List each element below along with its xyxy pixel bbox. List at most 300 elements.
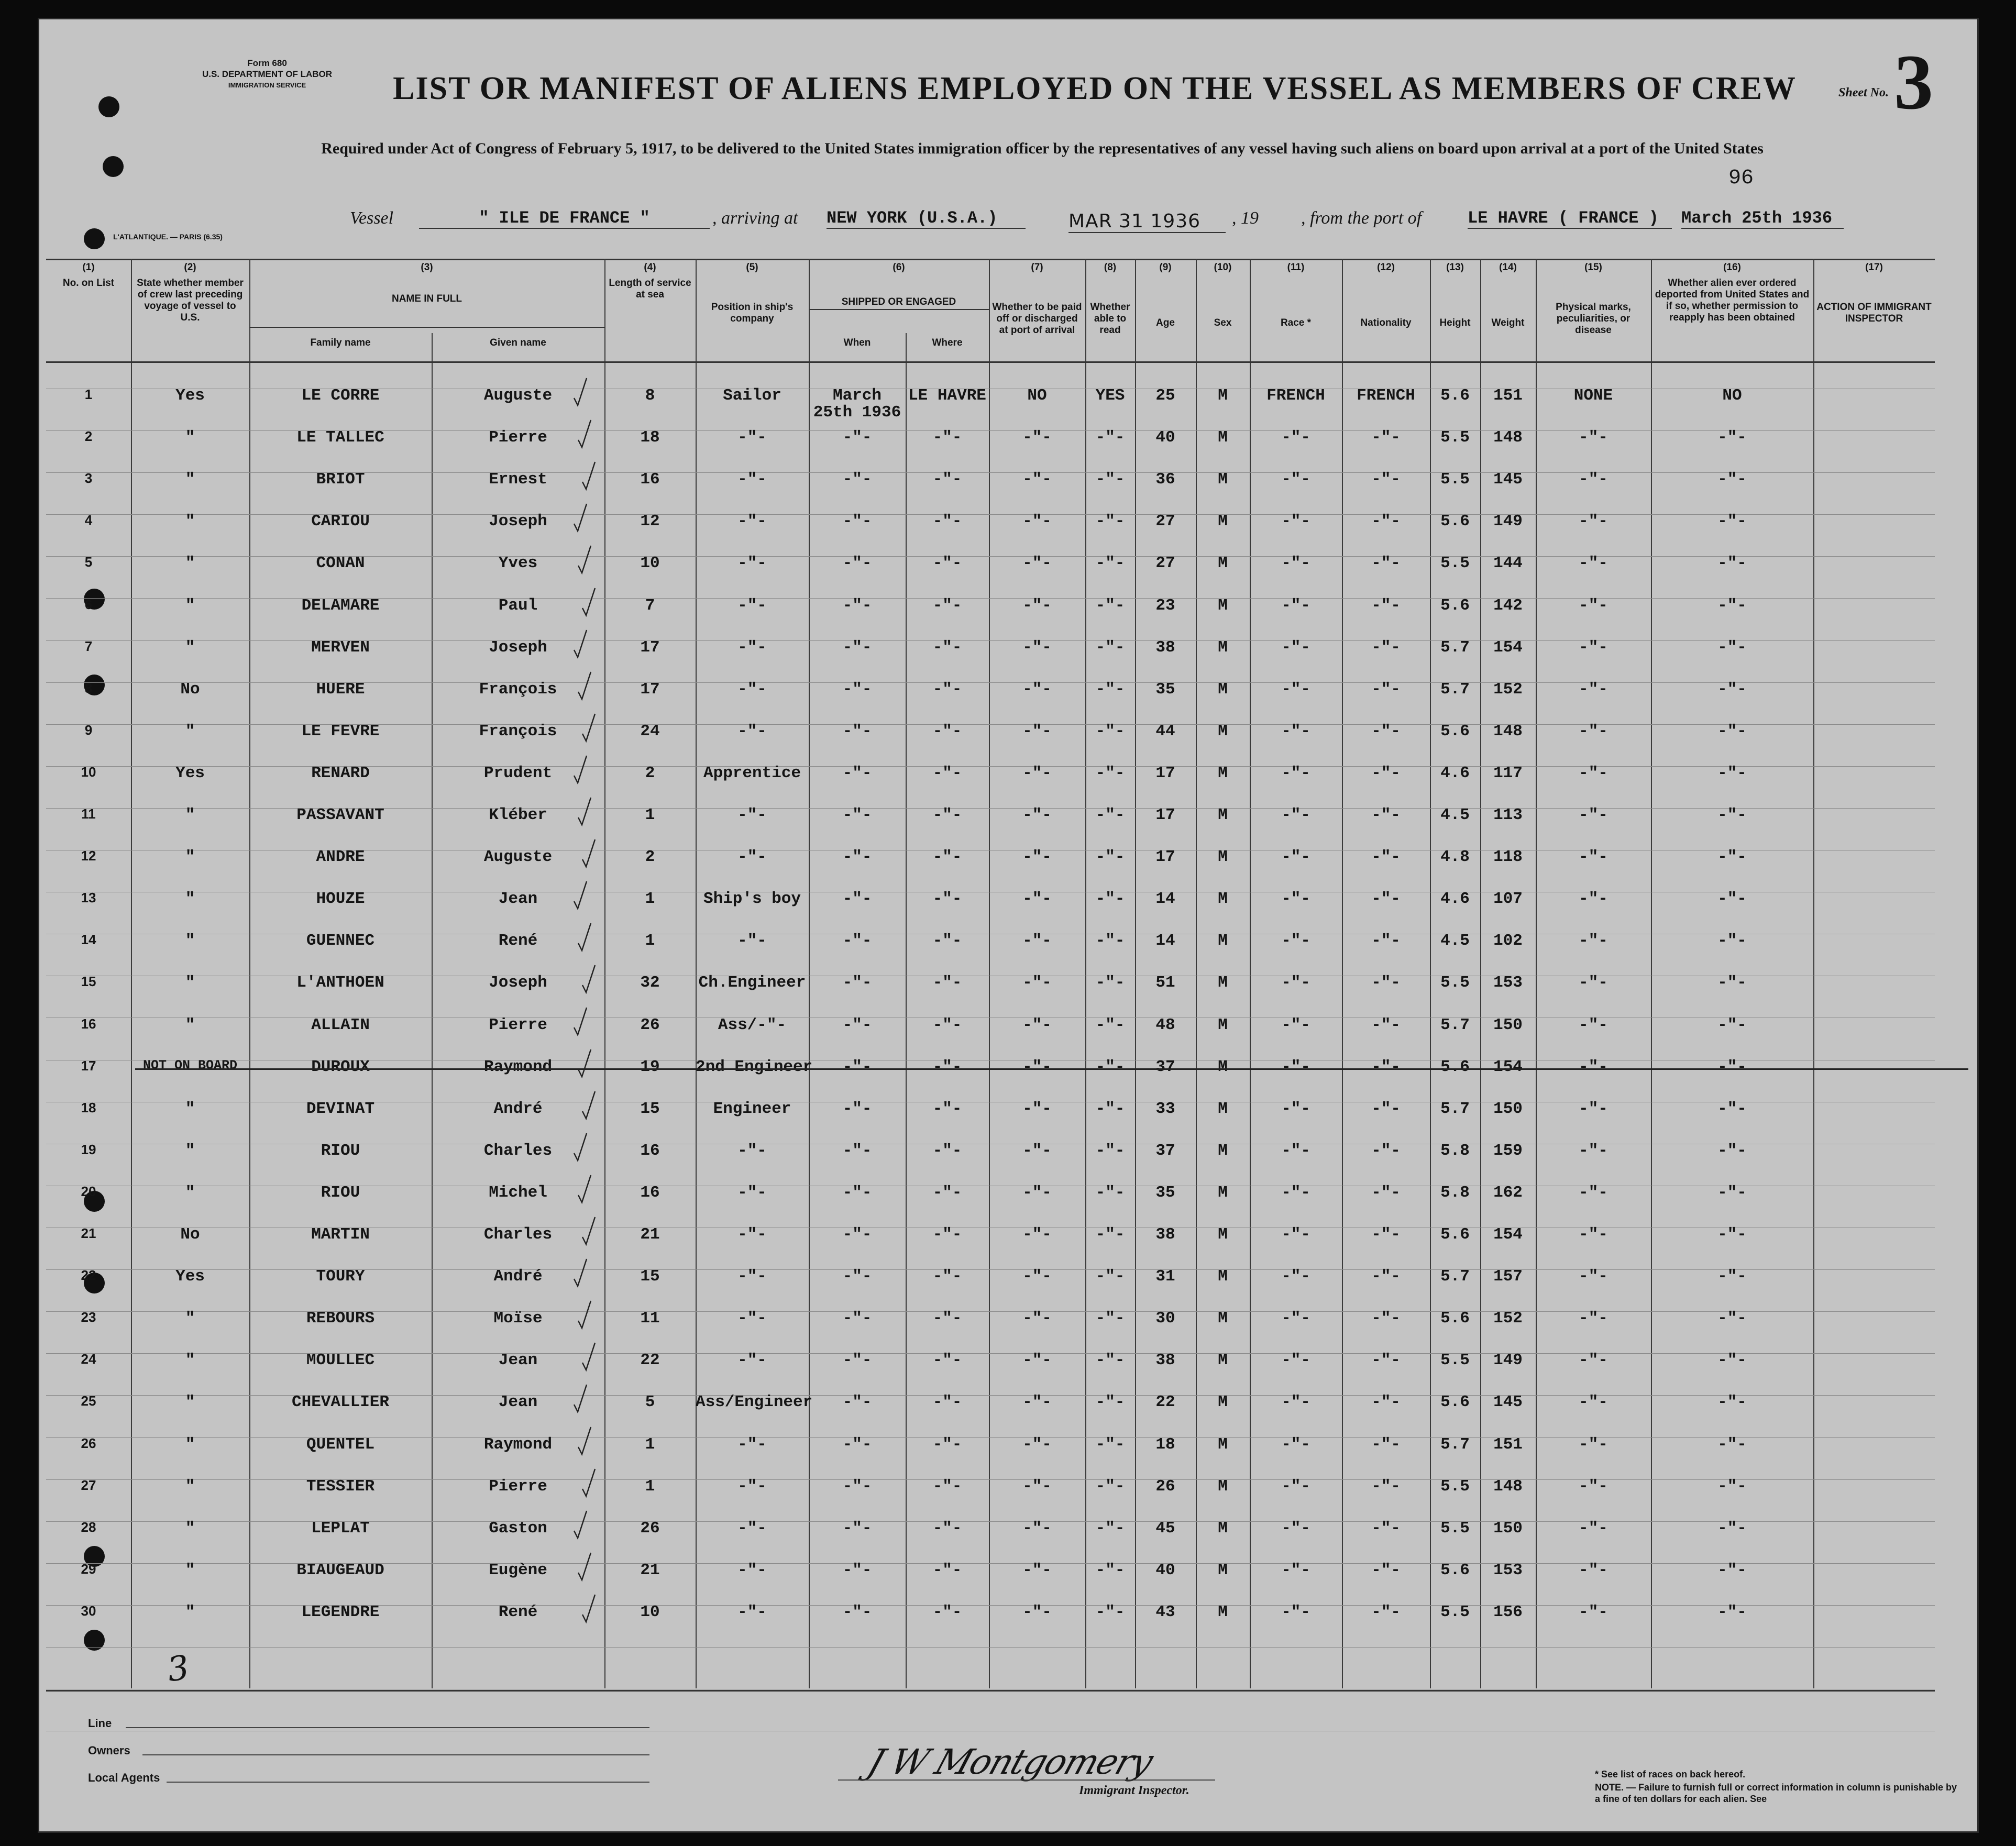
header-c1-num: (1) [82,262,95,273]
given-name-cell: François [479,722,557,740]
family-name-cell: DELAMARE [301,596,380,615]
service-length-cell: 1 [645,1435,655,1454]
deported-status-cell: -"- [1717,1603,1747,1621]
position-cell: -"- [737,512,767,530]
service-length-cell: 2 [645,848,655,866]
paid-off-cell: -"- [1022,470,1052,489]
row-number-cell: 22 [81,1267,96,1283]
paid-off-cell: -"- [1022,974,1052,992]
deported-status-cell: -"- [1717,1519,1747,1538]
race-cell: FRENCH [1266,386,1325,405]
deported-status-cell: -"- [1717,1184,1747,1202]
nationality-cell: -"- [1371,1184,1401,1202]
able-to-read-cell: -"- [1095,1603,1125,1621]
position-cell: -"- [737,428,767,447]
header-c15-num: (15) [1584,262,1602,273]
position-cell: -"- [737,638,767,657]
service-length-cell: 1 [645,890,655,908]
shipped-when-cell: -"- [842,680,872,699]
sex-cell: M [1218,1603,1228,1621]
paid-off-cell: -"- [1022,722,1052,740]
family-name-cell: LE TALLEC [296,428,384,447]
paid-off-cell: -"- [1022,932,1052,950]
shipped-where-cell: -"- [932,848,962,866]
shipped-when-cell: -"- [842,1058,872,1076]
family-name-cell: BRIOT [316,470,365,489]
able-to-read-cell: -"- [1095,428,1125,447]
header-c15-label: Physical marks, peculiarities, or disease [1556,302,1631,336]
header-c4-label: Length of service at sea [609,278,691,300]
physical-marks-cell: -"- [1579,470,1608,489]
family-name-cell: TOURY [316,1267,365,1286]
able-to-read-cell: -"- [1095,554,1125,572]
service-length-cell: 10 [640,554,660,572]
paid-off-cell: -"- [1022,1351,1052,1369]
sex-cell: M [1218,1267,1228,1286]
paid-off-cell: -"- [1022,680,1052,699]
height-cell: 5.6 [1440,1393,1470,1411]
shipped-when-cell: -"- [842,1225,872,1244]
shipped-where-cell: -"- [932,1142,962,1160]
vessel-name: " ILE DE FRANCE " [419,208,710,229]
height-cell: 5.6 [1440,386,1470,405]
from-port-label: , from the port of [1301,208,1422,228]
able-to-read-cell: -"- [1095,638,1125,657]
physical-marks-cell: -"- [1579,764,1608,782]
previous-voyage-cell: No [180,680,200,699]
sex-cell: M [1218,1184,1228,1202]
sex-cell: M [1218,1142,1228,1160]
age-cell: 31 [1155,1267,1175,1286]
race-cell: -"- [1281,1267,1310,1286]
height-cell: 5.5 [1440,974,1470,992]
header-c13-num: (13) [1446,262,1464,273]
tick-mark [577,1048,592,1079]
physical-marks-cell: -"- [1579,1267,1608,1286]
physical-marks-cell: -"- [1579,932,1608,950]
shipped-when-line2-cell: 25th 1936 [813,403,901,422]
agents-field [167,1782,649,1783]
race-cell: -"- [1281,848,1310,866]
position-cell: -"- [737,1351,767,1369]
strike-through-line [135,1068,1968,1070]
sex-cell: M [1218,1393,1228,1411]
row-number-cell: 7 [84,638,93,654]
tick-mark [581,461,596,491]
service-length-cell: 17 [640,638,660,657]
family-name-cell: CARIOU [311,512,370,530]
header-c6-num: (6) [893,262,905,273]
given-name-cell: Auguste [483,386,553,405]
punch-hole [98,96,119,117]
position-cell: -"- [737,1435,767,1454]
shipped-when-cell: -"- [842,848,872,866]
page-subtitle: Required under Act of Congress of February 5, 1917, to be delivered to the United States immigration officer by the representatives of any vessel having such aliens on board upon arrival at a port of the United States [321,140,1764,157]
tick-mark [573,1007,588,1037]
family-name-cell: RIOU [321,1142,360,1160]
shipped-where-cell: -"- [932,680,962,699]
deported-status-cell: -"- [1717,932,1747,950]
row-number-cell: 13 [81,890,96,905]
shipped-where-cell: -"- [932,512,962,530]
row-number-cell: 6 [84,596,93,612]
arriving-port: NEW YORK (U.S.A.) [827,208,1026,229]
able-to-read-cell: -"- [1095,1477,1125,1496]
height-cell: 5.5 [1440,554,1470,572]
race-cell: -"- [1281,1309,1310,1328]
from-port: LE HAVRE ( FRANCE ) [1468,208,1672,229]
race-cell: -"- [1281,974,1310,992]
service-length-cell: 26 [640,1016,660,1034]
shipped-where-cell: -"- [932,764,962,782]
able-to-read-cell: -"- [1095,1142,1125,1160]
given-name-cell: André [493,1100,543,1118]
agents-label: Local Agents [88,1771,160,1784]
form-department: U.S. DEPARTMENT OF LABOR [202,69,333,79]
age-cell: 38 [1155,1225,1175,1244]
service-length-cell: 1 [645,1477,655,1496]
position-cell: -"- [737,680,767,699]
shipped-where-cell: -"- [932,638,962,657]
shipped-when-cell: -"- [842,554,872,572]
row-number-cell: 2 [84,428,93,444]
tick-mark [581,838,596,869]
height-cell: 5.7 [1440,1100,1470,1118]
position-cell: -"- [737,848,767,866]
height-cell: 5.8 [1440,1142,1470,1160]
sex-cell: M [1218,1100,1228,1118]
inspector-signature: J W Montgomery [863,1742,1158,1782]
age-cell: 14 [1155,890,1175,908]
age-cell: 37 [1155,1058,1175,1076]
given-name-cell: Prudent [483,764,553,782]
height-cell: 5.5 [1440,1603,1470,1621]
weight-cell: 149 [1493,1351,1523,1369]
paid-off-cell: -"- [1022,1142,1052,1160]
physical-marks-cell: -"- [1579,680,1608,699]
deported-status-cell: -"- [1717,890,1747,908]
physical-marks-cell: -"- [1579,806,1608,824]
paid-off-cell: -"- [1022,554,1052,572]
family-name-cell: HOUZE [316,890,365,908]
position-cell: Ch.Engineer [698,974,806,992]
previous-voyage-cell: " [185,1477,195,1496]
nationality-cell: -"- [1371,1351,1401,1369]
physical-marks-cell: -"- [1579,974,1608,992]
height-cell: 5.6 [1440,512,1470,530]
race-cell: -"- [1281,1393,1310,1411]
race-cell: -"- [1281,764,1310,782]
row-number-cell: 14 [81,932,96,947]
previous-voyage-cell: Yes [175,386,205,405]
age-cell: 38 [1155,1351,1175,1369]
race-cell: -"- [1281,512,1310,530]
nationality-cell: -"- [1371,1100,1401,1118]
able-to-read-cell: -"- [1095,764,1125,782]
race-cell: -"- [1281,1351,1310,1369]
previous-voyage-cell: " [185,1142,195,1160]
height-cell: 5.7 [1440,1016,1470,1034]
height-cell: 5.5 [1440,470,1470,489]
nationality-cell: -"- [1371,638,1401,657]
race-cell: -"- [1281,1519,1310,1538]
family-name-cell: ALLAIN [311,1016,370,1034]
weight-cell: 157 [1493,1267,1523,1286]
shipped-where-cell: -"- [932,1351,962,1369]
punch-hole [103,156,124,177]
previous-voyage-cell: " [185,596,195,615]
given-name-cell: Jean [498,1351,538,1369]
nationality-cell: -"- [1371,1393,1401,1411]
deported-status-cell: -"- [1717,428,1747,447]
tick-mark [577,1552,592,1582]
able-to-read-cell: -"- [1095,1184,1125,1202]
tick-mark [573,755,588,785]
header-c5-num: (5) [746,262,758,273]
shipped-where-cell: -"- [932,470,962,489]
header-c13-label: Height [1439,317,1471,328]
weight-cell: 153 [1493,1561,1523,1579]
previous-voyage-cell: " [185,1184,195,1202]
shipped-when-cell: -"- [842,1351,872,1369]
service-length-cell: 24 [640,722,660,740]
physical-marks-cell: -"- [1579,1603,1608,1621]
previous-voyage-cell: " [185,1016,195,1034]
arriving-label: , arriving at [712,208,798,228]
tick-mark [577,922,592,953]
race-cell: -"- [1281,1477,1310,1496]
header-c2-num: (2) [184,262,196,273]
paid-off-cell: -"- [1022,1519,1052,1538]
service-length-cell: 26 [640,1519,660,1538]
sex-cell: M [1218,890,1228,908]
able-to-read-cell: -"- [1095,722,1125,740]
nationality-cell: -"- [1371,1519,1401,1538]
height-cell: 4.6 [1440,764,1470,782]
deported-status-cell: -"- [1717,1309,1747,1328]
physical-marks-cell: -"- [1579,1142,1608,1160]
position-cell: Ass/-"- [718,1016,787,1034]
nationality-cell: -"- [1371,1267,1401,1286]
family-name-cell: LE FEVRE [301,722,380,740]
shipped-when-cell: -"- [842,1016,872,1034]
row-number-cell: 20 [81,1184,96,1199]
able-to-read-cell: -"- [1095,890,1125,908]
row-number-cell: 27 [81,1477,96,1493]
deported-status-cell: -"- [1717,1016,1747,1034]
deported-status-cell: -"- [1717,470,1747,489]
form-id-block [199,58,335,91]
previous-voyage-cell: " [185,1519,195,1538]
subheader-rule [809,309,989,310]
weight-cell: 154 [1493,638,1523,657]
family-name-cell: BIAUGEAUD [296,1561,384,1579]
tick-mark [577,419,592,449]
tick-mark [577,1426,592,1456]
weight-cell: 144 [1493,554,1523,572]
weight-cell: 159 [1493,1142,1523,1160]
deported-status-cell: -"- [1717,1561,1747,1579]
sex-cell: M [1218,680,1228,699]
service-length-cell: 17 [640,680,660,699]
given-name-cell: Eugène [489,1561,547,1579]
shipped-when-cell: -"- [842,1603,872,1621]
tick-mark [581,964,596,994]
weight-cell: 152 [1493,680,1523,699]
paid-off-cell: -"- [1022,1603,1052,1621]
age-cell: 35 [1155,1184,1175,1202]
position-cell: Ass/Engineer [696,1393,813,1411]
height-cell: 5.5 [1440,1519,1470,1538]
nationality-cell: -"- [1371,1561,1401,1579]
row-number-cell: 4 [84,512,93,528]
family-name-cell: CONAN [316,554,365,572]
age-cell: 43 [1155,1603,1175,1621]
age-cell: 18 [1155,1435,1175,1454]
nationality-cell: -"- [1371,806,1401,824]
previous-voyage-cell: " [185,1351,195,1369]
weight-cell: 151 [1493,386,1523,405]
weight-cell: 150 [1493,1519,1523,1538]
weight-cell: 102 [1493,932,1523,950]
age-cell: 44 [1155,722,1175,740]
race-cell: -"- [1281,1016,1310,1034]
family-name-cell: MERVEN [311,638,370,657]
physical-marks-cell: -"- [1579,1561,1608,1579]
previous-voyage-cell: " [185,1435,195,1454]
shipped-when-cell: -"- [842,1184,872,1202]
tick-mark [573,1258,588,1288]
shipped-where-cell: -"- [932,554,962,572]
age-cell: 48 [1155,1016,1175,1034]
row-number-cell: 28 [81,1519,96,1535]
shipped-where-cell: -"- [932,1477,962,1496]
row-number-cell: 18 [81,1100,96,1115]
deported-status-cell: -"- [1717,1225,1747,1244]
given-name-cell: Gaston [489,1519,547,1538]
physical-marks-cell: -"- [1579,512,1608,530]
paid-off-cell: -"- [1022,1225,1052,1244]
row-number-cell: 10 [81,764,96,780]
row-number-cell: 30 [81,1603,96,1619]
race-cell: -"- [1281,1603,1310,1621]
tick-mark [573,377,588,407]
physical-marks-cell: -"- [1579,1100,1608,1118]
row-number-cell: 21 [81,1225,96,1241]
sex-cell: M [1218,1351,1228,1369]
nationality-cell: -"- [1371,1309,1401,1328]
service-length-cell: 1 [645,932,655,950]
sex-cell: M [1218,806,1228,824]
weight-cell: 151 [1493,1435,1523,1454]
age-cell: 17 [1155,764,1175,782]
family-name-cell: PASSAVANT [296,806,384,824]
header-c16-num: (16) [1723,262,1741,273]
tick-mark [581,1342,596,1372]
shipped-when-cell: -"- [842,1267,872,1286]
age-cell: 36 [1155,470,1175,489]
weight-cell: 148 [1493,1477,1523,1496]
family-name-cell: LEPLAT [311,1519,370,1538]
age-cell: 33 [1155,1100,1175,1118]
deported-status-cell: -"- [1717,596,1747,615]
sex-cell: M [1218,1519,1228,1538]
race-cell: -"- [1281,680,1310,699]
nationality-cell: -"- [1371,554,1401,572]
shipped-when-cell: -"- [842,806,872,824]
physical-marks-cell: -"- [1579,1309,1608,1328]
header-c2-label: State whether member of crew last preceding voyage of vessel to U.S. [137,278,244,323]
height-cell: 5.8 [1440,1184,1470,1202]
given-name-cell: Ernest [489,470,547,489]
physical-marks-cell: -"- [1579,638,1608,657]
deported-status-cell: -"- [1717,1100,1747,1118]
shipped-where-cell: -"- [932,974,962,992]
deported-status-cell: -"- [1717,1435,1747,1454]
age-cell: 40 [1155,428,1175,447]
deported-status-cell: -"- [1717,1142,1747,1160]
shipped-when-cell: -"- [842,596,872,615]
able-to-read-cell: -"- [1095,596,1125,615]
age-cell: 38 [1155,638,1175,657]
row-number-cell: 29 [81,1561,96,1577]
age-cell: 35 [1155,680,1175,699]
shipped-where-cell: -"- [932,1058,962,1076]
paid-off-cell: -"- [1022,764,1052,782]
weight-cell: 154 [1493,1058,1523,1076]
age-cell: 45 [1155,1519,1175,1538]
family-name-cell: REBOURS [306,1309,375,1328]
shipped-where-cell: -"- [932,1435,962,1454]
shipped-when-cell: -"- [842,1309,872,1328]
shipped-when-cell: -"- [842,1477,872,1496]
race-cell: -"- [1281,554,1310,572]
paid-off-cell: -"- [1022,428,1052,447]
shipped-when-cell: -"- [842,722,872,740]
tick-mark [573,880,588,911]
weight-cell: 145 [1493,1393,1523,1411]
position-cell: -"- [737,1477,767,1496]
header-c17-label: ACTION OF IMMIGRANT INSPECTOR [1816,302,1932,324]
header-c8-num: (8) [1104,262,1117,273]
previous-voyage-cell: Yes [175,1267,205,1286]
header-c10-label: Sex [1214,317,1232,328]
row-number-cell: 15 [81,974,96,989]
owners-label: Owners [88,1744,130,1757]
header-c16-label: Whether alien ever ordered deported from United States and if so, whether permission to reapply has been obtained [1655,278,1810,323]
height-cell: 5.6 [1440,596,1470,615]
given-name-cell: Joseph [489,638,547,657]
age-cell: 14 [1155,932,1175,950]
previous-voyage-cell: " [185,554,195,572]
physical-marks-cell: -"- [1579,1393,1608,1411]
physical-marks-cell: -"- [1579,1225,1608,1244]
position-cell: -"- [737,722,767,740]
previous-voyage-cell: NOT ON BOARD [142,1058,238,1073]
age-cell: 23 [1155,596,1175,615]
shipped-where-cell: -"- [932,428,962,447]
service-length-cell: 16 [640,1142,660,1160]
given-name-cell: René [498,1603,538,1621]
position-cell: -"- [737,1519,767,1538]
race-cell: -"- [1281,890,1310,908]
previous-voyage-cell: " [185,1100,195,1118]
race-cell: -"- [1281,932,1310,950]
paid-off-cell: -"- [1022,806,1052,824]
family-name-cell: MARTIN [311,1225,370,1244]
row-number-cell: 5 [84,554,93,570]
physical-marks-cell: -"- [1579,1477,1608,1496]
